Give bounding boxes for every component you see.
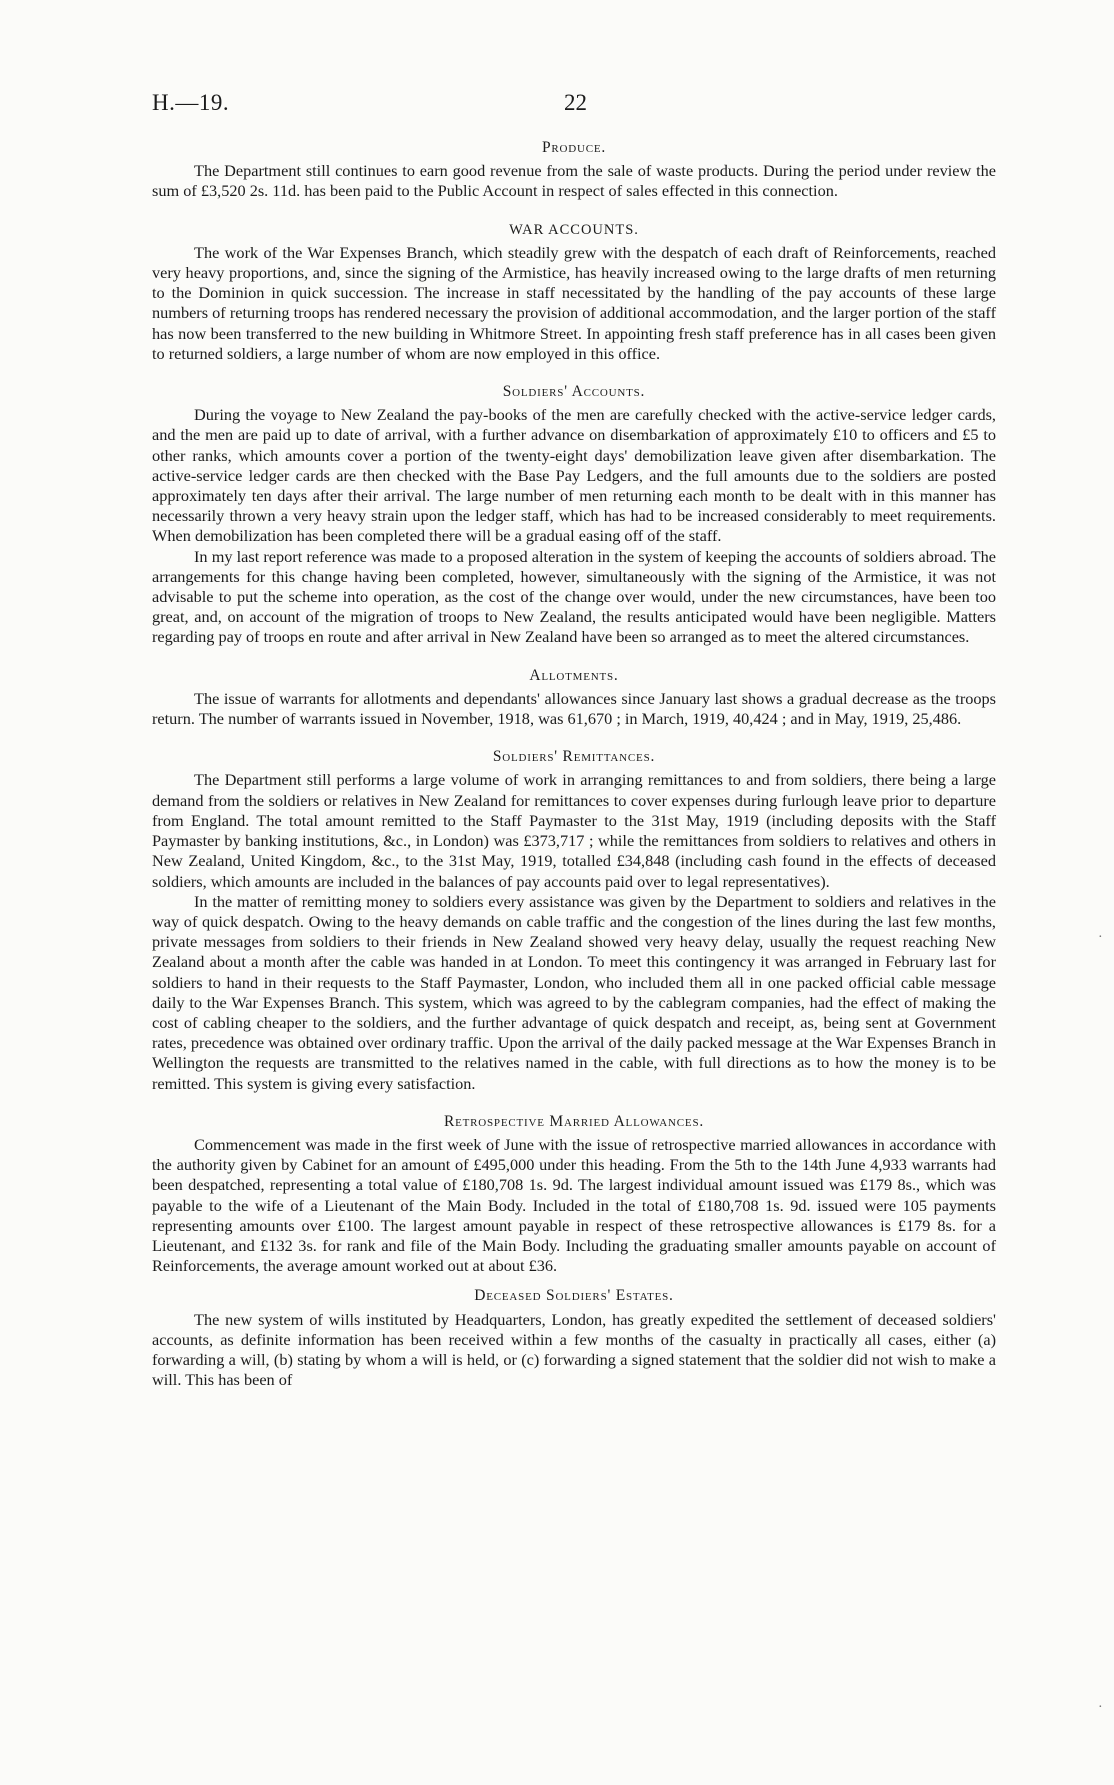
section-title: Soldiers' Remittances. xyxy=(492,748,656,766)
paragraph: Commencement was made in the first week of June with the issue of retrospective married allowances in accordance with the authority given by Cabinet for an amount of £495,000 under this heading. From the 5th to the 14th June 4,933 warrants had been despatched, representing a total value of £180,708 1s. 9d. The largest individual amount issued was £179 8s., which was payable to the wife of a Lieutenant of the Main Body. Included in the total of £180,708 1s. 9d. issued were 105 payments representing amounts over £100. The largest amount payable in respect of these retrospective allowances is £179 8s. for a Lieutenant, and £132 3s. for rank and file of the Main Body. Including the graduating smaller amounts payable on account of Reinforcements, the average amount worked out at about £36. xyxy=(152,1134,996,1276)
paragraph: The new system of wills instituted by Headquarters, London, has greatly expedited the settlement of deceased soldiers' accounts, as definite information has been received within a few months of the casualty in practically all cases, either (a) forwarding a will, (b) stating by whom a will is held, or (c) forwarding a signed statement that the soldier did not wish to make a will. This has been of xyxy=(152,1309,996,1390)
paragraph: The Department still continues to earn good revenue from the sale of waste products. During the period under review the sum of £3,520 2s. 11d. has been paid to the Public Account in respect of sales effected in this connection. xyxy=(152,161,996,201)
section-allotments xyxy=(152,666,996,730)
page-header xyxy=(152,90,1002,122)
paragraph: The Department still performs a large volume of work in arranging remittances to and from soldiers, there being a large demand from the soldiers or relatives in New Zealand for remittances to cover expenses during furlough leave prior to departure from England. The total amount remitted to the Staff Paymaster to the 31st May, 1919 (including deposits with the Staff Paymaster by banking institutions, &c., in London) was £373,717 ; while the remittances from soldiers to relatives and others in New Zealand, United Kingdom, &c., to the 31st May, 1919, totalled £34,848 (including cash found in the effects of deceased soldiers, which amounts are included in the balances of pay accounts paid over to legal representatives). xyxy=(152,770,996,891)
section-soldiers-remittances xyxy=(152,747,996,1093)
section-title: Retrospective Married Allowances. xyxy=(443,1112,705,1130)
paragraph: During the voyage to New Zealand the pay-books of the men are carefully checked with the active-service ledger cards, and the men are paid up to date of arrival, with a further advance on disembarkation of approximately £10 to officers and £5 to other ranks, which amounts cover a portion of the twenty-eight days' demobilization leave given after disembarkation. The active-service ledger cards are then checked with the Base Pay Ledgers, and the full amounts due to the soldiers are posted approximately ten days after their arrival. The large number of men returning each month to be dealt with in this manner has necessarily thrown a very heavy strain upon the ledger staff, which has had to be increased considerably to meet requirements. When demobilization has been completed there will be a gradual easing off of the staff. xyxy=(152,405,996,546)
paragraph: The issue of warrants for allotments and dependants' allowances since January last shows a gradual decrease as the troops return. The number of warrants issued in November, 1918, was 61,670 ; in March, 1919, 40,424 ; and in May, 1919, 25,486. xyxy=(152,688,996,729)
section-title: WAR ACCOUNTS. xyxy=(509,221,639,238)
paragraph: In the matter of remitting money to soldiers every assistance was given by the Department to soldiers and relatives in the way of quick despatch. Owing to the heavy demands on cable traffic and the congestion of the lines during the last few months, private messages from soldiers to their friends in New Zealand showed very heavy delay, usually the request reaching New Zealand about a month after the cable was handed in at London. To meet this contingency it was arranged in February last for soldiers to hand in their requests to the Staff Paymaster, London, who included them all in one packed official cable message daily to the War Expenses Branch. This system, which was agreed to by the cablegram companies, had the effect of making the cost of cabling cheaper to the soldiers, and the further advantage of quick despatch and receipt, as, being sent at Government rates, precedence was obtained over ordinary traffic. Upon the arrival of the daily packed message at the War Expenses Branch in Wellington the requests are transmitted to the relatives named in the cable, with full directions as to how the money is to be remitted. This system is giving every satisfaction. xyxy=(152,891,996,1093)
section-title: Deceased Soldiers' Estates. xyxy=(474,1287,674,1305)
page-body xyxy=(152,138,996,1408)
page-number: 22 xyxy=(564,90,587,115)
document-reference: H.—19. xyxy=(152,90,230,115)
section-title: Soldiers' Accounts. xyxy=(502,383,646,401)
section-retrospective-married-allowances xyxy=(152,1112,996,1277)
section-produce xyxy=(152,138,996,202)
section-soldiers-accounts xyxy=(152,382,996,648)
paragraph: In my last report reference was made to a proposed alteration in the system of keeping the accounts of soldiers abroad. The arrangements for this change having been completed, however, simultaneously with the signing of the Armistice, it was not advisable to put the scheme into operation, as the cost of the change over would, under the new circumstances, have been too great, and, on account of the migration of troops to New Zealand, the results anticipated would have been negligible. Matters regarding pay of troops en route and after arrival in New Zealand have been so arranged as to meet the altered circumstances. xyxy=(152,546,996,647)
section-deceased-soldiers-estates xyxy=(152,1286,996,1390)
section-title: Allotments. xyxy=(529,666,619,684)
margin-speck: · xyxy=(1098,1700,1103,1715)
section-war-accounts xyxy=(152,220,996,364)
paragraph: The work of the War Expenses Branch, which steadily grew with the despatch of each draft of Reinforcements, reached very heavy proportions, and, since the signing of the Armistice, has heavily increased owing to the large drafts of men returning to the Dominion in quick succession. The increase in staff necessitated by the handling of the pay accounts of these large numbers of returning troops has rendered necessary the provision of additional accommodation, and the larger portion of the staff has now been transferred to the new building in Whitmore Street. In appointing fresh staff preference has in all cases been given to returned soldiers, a large number of whom are now employed in this office. xyxy=(152,242,996,363)
section-title: Produce. xyxy=(541,139,607,156)
margin-speck: · xyxy=(1098,930,1103,945)
